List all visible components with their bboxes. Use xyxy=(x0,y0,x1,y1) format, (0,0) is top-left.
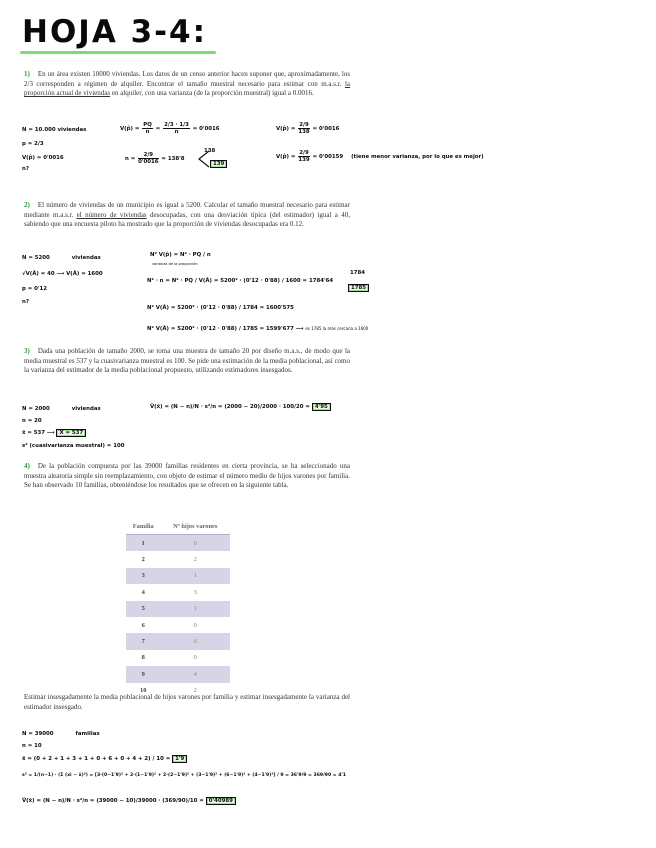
problem-number: 1) xyxy=(24,70,30,78)
table-row: 7 6 xyxy=(126,633,230,649)
problem-number: 3) xyxy=(24,347,30,355)
problem-number: 4) xyxy=(24,462,30,470)
table-row: 4 3 xyxy=(141,588,197,596)
note-p2-given-sd: √V(Â) = 40 ⟶ V(Â) = 1600 xyxy=(22,271,103,277)
note-p1-eq3: V(p̂) = $\frac{2/9}{138}$ = 0'0016 xyxy=(276,122,340,135)
note-p1-alt-139-box: 139 xyxy=(210,160,227,168)
table-row: 5 1 xyxy=(126,601,230,617)
note-p2-alt-1784: 1784 xyxy=(350,270,366,276)
note-p4-given-n: N = 39000 familias xyxy=(22,731,100,737)
problem-text: En un área existen 10000 viviendas. Los datos de un censo anterior hacen suponer que, aproximadamente, los 2/3 corresponden a régimen de alquiler. Encontrar el tamaño muestral necesario para estimar con m.a.s.r. xyxy=(24,70,350,88)
problem-2 xyxy=(24,201,350,230)
brace-icon xyxy=(196,149,210,169)
table-row: 9 4 xyxy=(126,666,230,682)
problem-text: desocupadas, con una desviación típica (del estimador) igual a 40, sabiendo que una encuesta piloto ha mostrado que la proporción de viviendas desocupadas era 0.12. xyxy=(24,210,350,229)
note-p2-r2: N² · n = N² · PQ / V(Â) = 5200² · (0'12 · 0'88) / 1600 = 1784'64 xyxy=(147,278,334,284)
note-p1-given-p: p = 2/3 xyxy=(22,141,44,147)
table-row: 6 0 xyxy=(141,621,197,629)
note-p2-given-p: p = 0'12 xyxy=(22,286,48,292)
note-p4-eq3: V̂(x̄) = (N − n)/N · s²/n = (39000 − 10)/39000 · (369/90)/10 = 0'40989 xyxy=(22,798,236,804)
table-row: 2 2 xyxy=(141,556,197,564)
note-p1-eq1: V(p̂) = $\frac{PQ}{n}$ = $\frac{2/3 \cdot 1/3}{n}$ = 0'0016 xyxy=(120,122,220,135)
note-p4-eq1: x̄ = (0 + 2 + 1 + 3 + 1 + 0 + 6 + 0 + 4 + 2) / 10 = 1'9 xyxy=(22,756,187,762)
families-table xyxy=(126,518,230,699)
note-p1-eq4: V(p̂) = $\frac{2/9}{139}$ = 0'00159 (tiene menor varianza, por lo que es mejor) xyxy=(276,150,484,163)
note-p1-alt-138: 138 xyxy=(204,148,216,154)
problem-1 xyxy=(24,70,350,99)
note-p3-given-var: s² (cuasivarianza muestral) = 100 xyxy=(22,443,125,449)
note-p3-eq: V̂(x̄) = (N − n)/N · s²/n = (2000 − 20)/2000 · 100/20 = 4'95 xyxy=(150,404,331,410)
note-p1-given-v: V(p̂) = 0'0016 xyxy=(22,155,64,161)
page-title: HOJA 3-4: xyxy=(22,14,208,50)
problem-underlined-text: el número de viviendas xyxy=(76,210,147,219)
problem-number: 2) xyxy=(24,201,30,209)
problem-text: De la población compuesta por las 39000 familias residentes en cierta provincia, se ha seleccionado una muestra aleatoria simple sin reemplazamiento, con objeto de estimar el número medio de hijos varones por familia. Se han observado 10 familias, obteniéndose los resultados que se ofrecen en la siguiente tabla. xyxy=(24,462,350,490)
note-p2-r3: N² V(Â) = 5200² · (0'12 · 0'88) / 1784 = 1600'575 xyxy=(147,305,294,311)
note-p3-given-n: N = 2000 viviendas xyxy=(22,406,101,412)
table-row: 8 0 xyxy=(141,654,197,662)
note-p2-r1-sub: varianza de la proporción xyxy=(152,262,198,266)
column-header: Nº hijos varones xyxy=(160,518,230,535)
note-p1-given-n: N = 10.000 viviendas xyxy=(22,127,87,133)
note-p4-eq2: s² = 1/(n−1) · (Σ (xi − x̄)²) = [3·(0−1'9)² + 2·(1−1'9)² + 2·(2−1'9)² + (3−1'9)² + (6−1'9)² + (4−1'9)²] / 9 = 36'9/9 = 369/90 = 4'1 xyxy=(22,773,347,778)
problem-text: Dada una población de tamaño 2000, se toma una muestra de tamaño 20 por diseño m.a.s., de modo que la media muestral es 537 y la cuasivarianza muestral es 100. Se pide una estimación de la media poblacional, así como la varianza del estimador de la media poblacional propuesto, utilizando estimadores insesgados. xyxy=(24,347,350,375)
title-underline xyxy=(20,51,216,54)
note-p1-eq2: n = $\frac{2/9}{0'0016}$ = 138'8 xyxy=(125,152,185,165)
note-p4-given-sample: n = 10 xyxy=(22,743,42,749)
note-p2-unknown: n? xyxy=(22,299,29,305)
problem-3 xyxy=(24,347,350,376)
note-p2-alt-1785-box: 1785 xyxy=(348,284,369,292)
note-p2-given-n: N = 5200 viviendas xyxy=(22,255,101,261)
problem-text: El número de viviendas de un municipio es igual a 5200. Calcular el tamaño muestral necesario para estimar mediante m.a.s.r. xyxy=(24,201,350,219)
column-header: Familia xyxy=(126,518,160,535)
note-p3-given-sample: n = 20 xyxy=(22,418,42,424)
table-row: 3 1 xyxy=(126,568,230,584)
problem-underlined-text: la proporción actual de viviendas xyxy=(24,79,350,98)
problem-text: en alquiler, con una varianza (de la proporción muestral) igual a 0.0016. xyxy=(110,89,314,98)
problem-4 xyxy=(24,462,350,491)
note-p2-r4: N² V(Â) = 5200² · (0'12 · 0'88) / 1785 = 1599'677 ⟶ es 1785 la más cercana a 1600 xyxy=(147,326,369,332)
note-p3-given-mean: x̄ = 537 ⟶ X̄ = 537 xyxy=(22,430,86,436)
table-row: 10 2 xyxy=(140,687,197,695)
note-p2-r1: N² V(p̂) = N² · PQ / n xyxy=(150,252,211,258)
after-table-text: Estimar insesgadamente la media poblacional de hijos varones por familia y estimar insesgadamente la varianza del estimador insesgado. xyxy=(24,693,350,711)
note-p1-unknown: n? xyxy=(22,166,29,172)
table-row: 1 0 xyxy=(126,535,230,552)
